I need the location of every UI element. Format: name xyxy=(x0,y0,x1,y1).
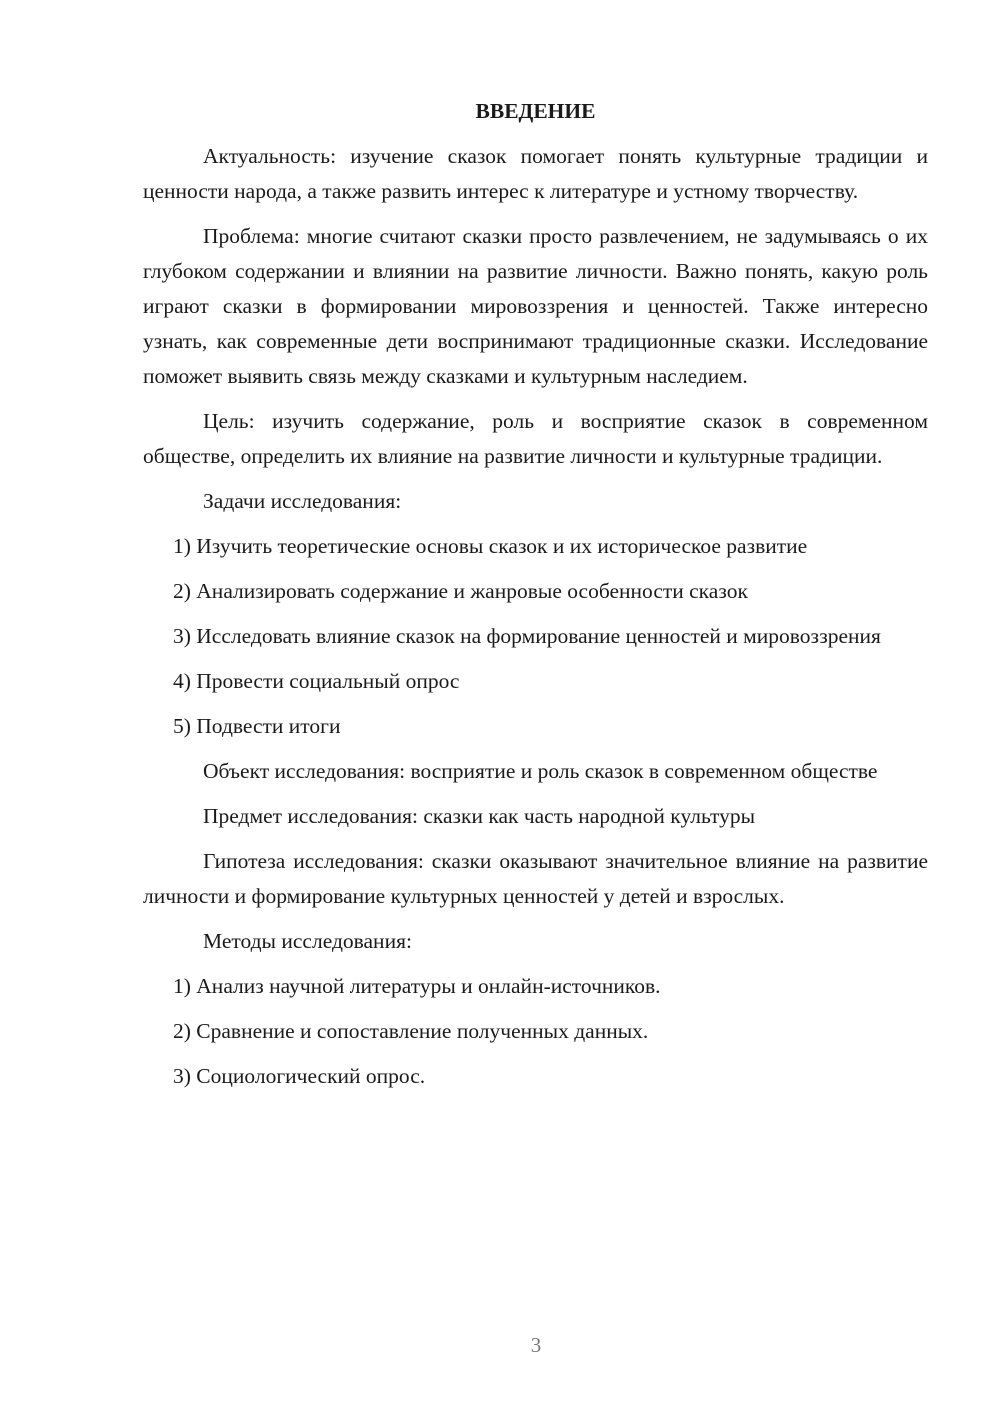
goal-paragraph: Цель: изучить содержание, роль и восприятие сказок в современном обществе, определить их влияние на развитие личности и культурные традиции. xyxy=(143,409,928,468)
method-item-1: 1) Анализ научной литературы и онлайн-источников. xyxy=(173,974,661,998)
tasks-heading: Задачи исследования: xyxy=(203,489,402,513)
problem-paragraph: Проблема: многие считают сказки просто развлечением, не задумываясь о их глубоком содержании и влиянии на развитие личности. Важно понять, какую роль играют сказки в формировании мировоззрения и ценностей. Также интересно узнать, как современные дети воспринимают традиционные сказки. Исследование поможет выявить связь между сказками и культурным наследием. xyxy=(143,224,928,388)
object-paragraph: Объект исследования: восприятие и роль сказок в современном обществе xyxy=(203,759,878,783)
task-item-2: 2) Анализировать содержание и жанровые особенности сказок xyxy=(173,579,748,603)
method-item-3: 3) Социологический опрос. xyxy=(173,1064,426,1088)
hypothesis-paragraph: Гипотеза исследования: сказки оказывают значительное влияние на развитие личности и формирование культурных ценностей у детей и взрослых. xyxy=(143,849,928,908)
methods-heading: Методы исследования: xyxy=(203,929,412,953)
task-item-5: 5) Подвести итоги xyxy=(173,714,341,738)
section-title: ВВЕДЕНИЕ xyxy=(475,99,596,123)
task-item-4: 4) Провести социальный опрос xyxy=(173,669,460,693)
task-item-3: 3) Исследовать влияние сказок на формирование ценностей и мировоззрения xyxy=(173,624,881,648)
subject-paragraph: Предмет исследования: сказки как часть народной культуры xyxy=(203,804,756,828)
relevance-paragraph: Актуальность: изучение сказок помогает понять культурные традиции и ценности народа, а также развить интерес к литературе и устному творчеству. xyxy=(143,144,928,203)
page-number: 3 xyxy=(530,1333,542,1357)
task-item-1: 1) Изучить теоретические основы сказок и их историческое развитие xyxy=(173,534,808,558)
method-item-2: 2) Сравнение и сопоставление полученных данных. xyxy=(173,1019,649,1043)
document-body xyxy=(143,94,928,1104)
